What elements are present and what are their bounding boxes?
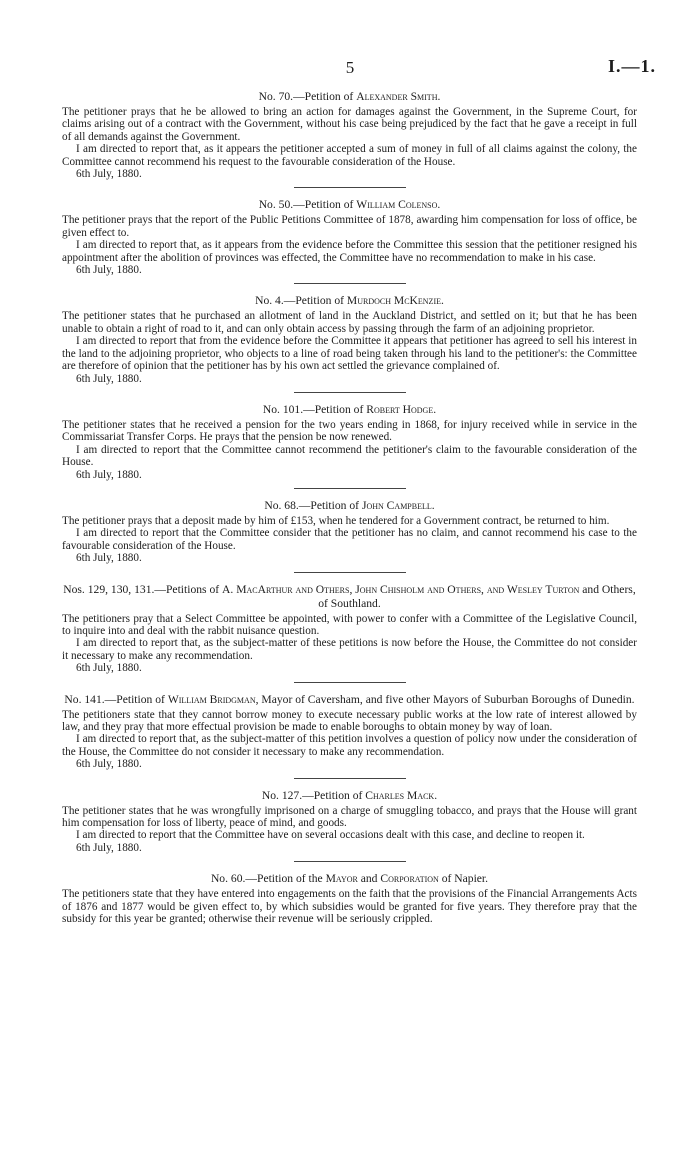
petition-entry (62, 403, 637, 489)
committee-report: I am directed to report that the Committee have on several occasions dealt with this case, and decline to reopen it. (76, 829, 585, 842)
petition-prayer: The petitioner states that he was wrongfully imprisoned on a charge of smuggling tobacco, and prays that the House will grant him compensation for loss of liberty, peace of mind, and goods. (62, 804, 637, 830)
petition-title: No. 68.—Petition of John Campbell. (264, 498, 435, 512)
petition-title: No. 4.—Petition of Murdoch McKenzie. (255, 294, 444, 308)
petition-prayer: The petitioners state that they cannot borrow money to execute necessary public works at the low rate of interest allowed by law, and they pray that more effectual provision be made to enable boroughs to obtain money by way of loan. (62, 708, 637, 733)
committee-report: I am directed to report that, as it appears from the evidence before the Committee this session that the petitioner resigned his appointment after the abolition of provinces was effected, the Committee have no recommendation to make in his case. (62, 239, 637, 264)
petitioner-name: John Campbell. (361, 498, 435, 512)
petition-date: 6th July, 1880. (76, 168, 142, 181)
section-divider (294, 572, 406, 573)
petition-prayer: The petitioners state that they have entered into engagements on the faith that the provisions of the Financial Arrangements Acts of 1876 and 1877 would be given effect to, by which subsidies would be granted for five years. They therefore pray that the subsidy for this year be granted; otherwise their revenue will be seriously crippled. (62, 888, 637, 926)
petition-date: 6th July, 1880. (76, 841, 142, 854)
petitioner-name: William Bridgman, (167, 692, 259, 706)
petition-entry (62, 294, 637, 392)
section-divider (294, 682, 406, 683)
petitioner-name: Murdoch McKenzie. (346, 294, 444, 308)
section-divider (294, 283, 406, 284)
petition-entry (62, 90, 637, 188)
section-divider (294, 778, 406, 779)
petition-title: Nos. 129, 130, 131.—Petitions of A. MacArthur and Others, John Chisholm and Others, and Wesley Turton and Others, of Southland. (63, 582, 636, 610)
section-divider (294, 488, 406, 489)
section-divider (294, 392, 406, 393)
committee-report: I am directed to report that the Committee cannot recommend the petitioner's claim to the favourable consideration of the House. (62, 443, 637, 469)
petition-entry (62, 198, 637, 284)
petition-entry (62, 872, 637, 925)
committee-report: I am directed to report that, as the subject-matter of this petition involves a question of policy now under the consideration of the House, the Committee do not consider it necessary to make any recommendation. (62, 733, 637, 758)
petition-prayer: The petitioner states that he received a pension for the two years ending in 1868, for injury received while in service in the Commissariat Transfer Corps. He prays that the pension be now renewed. (62, 418, 637, 444)
petition-date: 6th July, 1880. (76, 552, 142, 565)
petition-title: No. 50.—Petition of William Colenso. (258, 198, 441, 212)
petition-prayer: The petitioner prays that a deposit made by him of £153, when he tendered for a Government contract, be returned to him. (62, 514, 610, 527)
petition-entry (62, 499, 637, 573)
petitioner-name: William Colenso. (356, 198, 441, 212)
petition-title: No. 101.—Petition of Robert Hodge. (262, 402, 437, 416)
petitioner-name: A. MacArthur and Others, John Chisholm and Others, and Wesley Turton (222, 582, 580, 596)
petitioner-name: Alexander Smith. (356, 90, 441, 103)
section-divider (294, 187, 406, 188)
petition-title: No. 70.—Petition of Alexander Smith. (258, 90, 441, 103)
petition-date: 6th July, 1880. (76, 468, 142, 481)
petition-entry (62, 789, 637, 863)
petition-prayer: The petitioners pray that a Select Committee be appointed, with power to confer with a Committee of the Legislative Council, to inquire into and deal with the rabbit nuisance question. (62, 612, 637, 637)
petition-date: 6th July, 1880. (76, 264, 142, 277)
petitioner-name: Charles Mack. (365, 788, 438, 802)
committee-report: I am directed to report that from the evidence before the Committee it appears that petitioner has agreed to sell his interest in the land to the adjoining proprietor, who objects to a line of road being taken through his land to the petitioner's: the Committee are therefore of opinion that the petitioner has by his own act settled the grievance complained of. (62, 335, 637, 373)
petitions-list (62, 90, 637, 925)
committee-report: I am directed to report that the Committee consider that the petitioner has no claim, and cannot recommend his case to the favourable consideration of the House. (62, 527, 637, 552)
section-divider (294, 861, 406, 862)
petition-date: 6th July, 1880. (76, 372, 142, 385)
petition-prayer: The petitioner prays that he be allowed to bring an action for damages against the Government, in the Supreme Court, for claims arising out of a contract with the Government, without his case being prejudiced by the fact that he gave a receipt in full of all demands against the Government. (62, 106, 637, 143)
petition-date: 6th July, 1880. (76, 662, 142, 675)
petition-title: No. 141.—Petition of William Bridgman, Mayor of Caversham, and five other Mayors of Suburban Boroughs of Dunedin. (64, 692, 635, 706)
petition-title: No. 127.—Petition of Charles Mack. (261, 788, 438, 802)
petition-entry (62, 583, 637, 683)
petitioner-name: Mayor (325, 872, 358, 886)
petition-prayer: The petitioner prays that the report of the Public Petitions Committee of 1878, awarding him compensation for loss of office, be given effect to. (62, 214, 637, 239)
committee-report: I am directed to report that, as the subject-matter of these petitions is now before the House, the Committee do not consider it necessary to make any recommendation. (62, 637, 637, 662)
petition-entry (62, 693, 637, 779)
paper-reference: I.—1. (607, 56, 656, 76)
petitioner-name: Robert Hodge. (366, 402, 437, 416)
page-number: 5 (345, 58, 355, 77)
petition-prayer: The petitioner states that he purchased an allotment of land in the Auckland District, and settled on it; but that he has been unable to obtain a right of road to it, and can only obtain access by passing through the farm of an adjoining proprietor. (62, 310, 637, 335)
petition-date: 6th July, 1880. (76, 758, 142, 771)
committee-report: I am directed to report that, as it appears the petitioner accepted a sum of money in full of all claims against the colony, the Committee cannot recommend his request to the favourable consideration of the House. (62, 143, 637, 168)
petition-title: No. 60.—Petition of the Mayor and Corporation of Napier. (210, 872, 489, 886)
petitioner-name: Corporation (380, 872, 439, 886)
